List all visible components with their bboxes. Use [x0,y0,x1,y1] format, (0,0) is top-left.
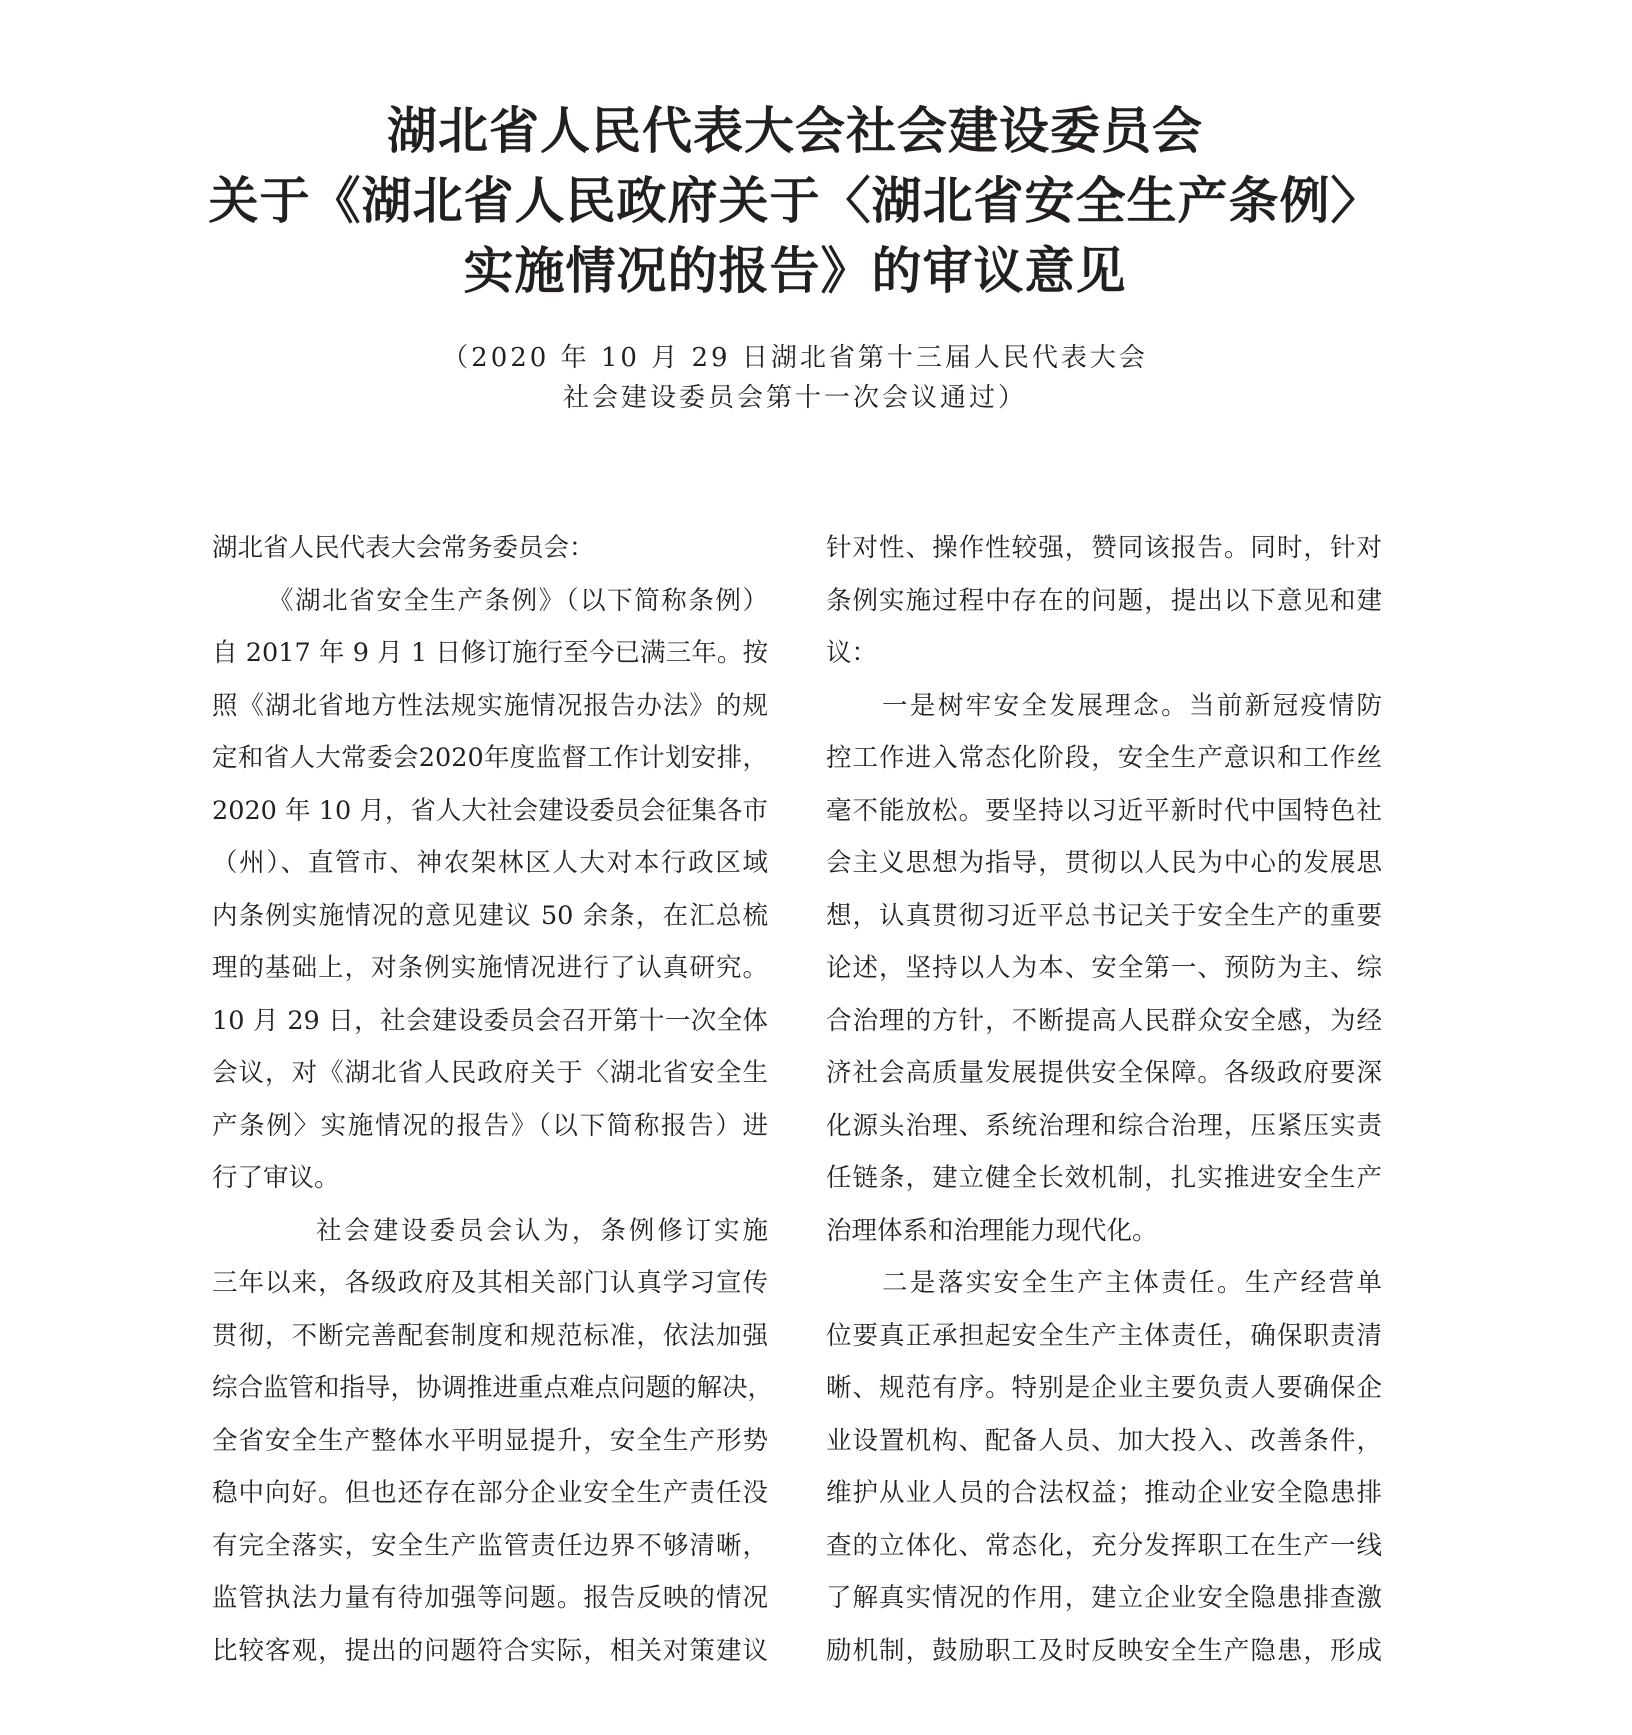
left-column [212,522,774,1677]
body-line: 监管执法力量有待加强等问题。报告反映的情况 [212,1583,768,1613]
body-line: 毫不能放松。要坚持以习近平新时代中国特色社 [826,795,1382,826]
body-line: 任链条，建立健全长效机制，扎实推进安全生产 [826,1163,1382,1193]
body-line: 贯彻，不断完善配套制度和规范标准，依法加强 [212,1320,768,1351]
body-line: 针对性、操作性较强，赞同该报告。同时，针对 [826,533,1382,563]
body-line: 理的基础上，对条例实施情况进行了认真研究。 [212,953,768,983]
title-line-3: 实施情况的报告》的审议意见 [463,242,1127,300]
body-line: 综合监管和指导，协调推进重点难点问题的解决， [212,1373,774,1403]
body-line: 全省安全生产整体水平明显提升，安全生产形势 [212,1425,768,1456]
body-line: 济社会高质量发展提供安全保障。各级政府要深 [826,1058,1382,1088]
body-line: 位要真正承担起安全生产主体责任，确保职责清 [826,1320,1382,1351]
body-line: 了解真实情况的作用，建立企业安全隐患排查激 [826,1583,1382,1613]
body-line: 10 月 29 日，社会建设委员会召开第十一次全体 [212,1005,768,1036]
body-line: 二是落实安全生产主体责任。生产经营单 [882,1268,1382,1298]
body-line: 照《湖北省地方性法规实施情况报告办法》的规 [212,690,768,721]
body-line: 行了审议。 [212,1163,340,1193]
body-line: 想，认真贯彻习近平总书记关于安全生产的重要 [826,900,1382,931]
body-line: 三年以来，各级政府及其相关部门认真学习宣传 [212,1268,768,1298]
body-line: 《湖北省安全生产条例》（以下简称条例） [268,585,768,616]
salutation-line: 湖北省人民代表大会常务委员会： [212,533,595,563]
body-line: 2020 年 10 月，省人大社会建设委员会征集各市 [212,795,768,826]
body-line: 议： [826,638,878,668]
body-line: 一是树牢安全发展理念。当前新冠疫情防 [882,690,1382,721]
title-line-1: 湖北省人民代表大会社会建设委员会 [387,102,1203,160]
body-line: 业设置机构、配备人员、加大投入、改善条件， [826,1425,1382,1456]
body-line: 治理体系和治理能力现代化。 [826,1215,1158,1246]
subtitle-line-2: 社会建设委员会第十一次会议通过） [562,383,1027,413]
document-title [150,96,1440,306]
body-line: 论述，坚持以人为本、安全第一、预防为主、综 [826,953,1382,983]
body-line: 会议，对《湖北省人民政府关于〈湖北省安全生 [212,1058,768,1088]
body-line: 比较客观，提出的问题符合实际，相关对策建议 [212,1635,768,1666]
body-line: （州）、直管市、神农架林区人大对本行政区域 [212,848,768,878]
body-line: 控工作进入常态化阶段，安全生产意识和工作丝 [826,743,1382,773]
body-line: 社会建设委员会认为，条例修订实施 [316,1215,768,1246]
body-line: 会主义思想为指导，贯彻以人民为中心的发展思 [826,848,1382,878]
title-line-2: 关于《湖北省人民政府关于〈湖北省安全生产条例〉 [208,172,1382,230]
body-line: 合治理的方针，不断提高人民群众安全感，为经 [826,1005,1382,1036]
right-column [826,522,1382,1677]
body-line: 内条例实施情况的意见建议 50 余条，在汇总梳 [212,900,768,931]
body-line: 励机制，鼓励职工及时反映安全生产隐患，形成 [826,1635,1382,1666]
body-line: 产条例〉实施情况的报告》（以下简称报告）进 [212,1110,768,1141]
body-line: 定和省人大常委会2020年度监督工作计划安排， [212,743,768,773]
body-line: 晰、规范有序。特别是企业主要负责人要确保企 [826,1373,1382,1403]
body-line: 条例实施过程中存在的问题，提出以下意见和建 [826,585,1382,616]
body-line: 维护从业人员的合法权益；推动企业安全隐患排 [826,1478,1382,1508]
body-line: 化源头治理、系统治理和综合治理，压紧压实责 [826,1110,1382,1141]
document-subtitle [150,338,1440,418]
subtitle-line-1: （2020 年 10 月 29 日湖北省第十三届人民代表大会 [442,343,1148,373]
body-line: 查的立体化、常态化，充分发挥职工在生产一线 [826,1530,1382,1561]
body-line: 自 2017 年 9 月 1 日修订施行至今已满三年。按 [212,638,768,668]
body-line: 有完全落实，安全生产监管责任边界不够清晰， [212,1530,768,1561]
body-line: 稳中向好。但也还存在部分企业安全生产责任没 [212,1478,768,1508]
